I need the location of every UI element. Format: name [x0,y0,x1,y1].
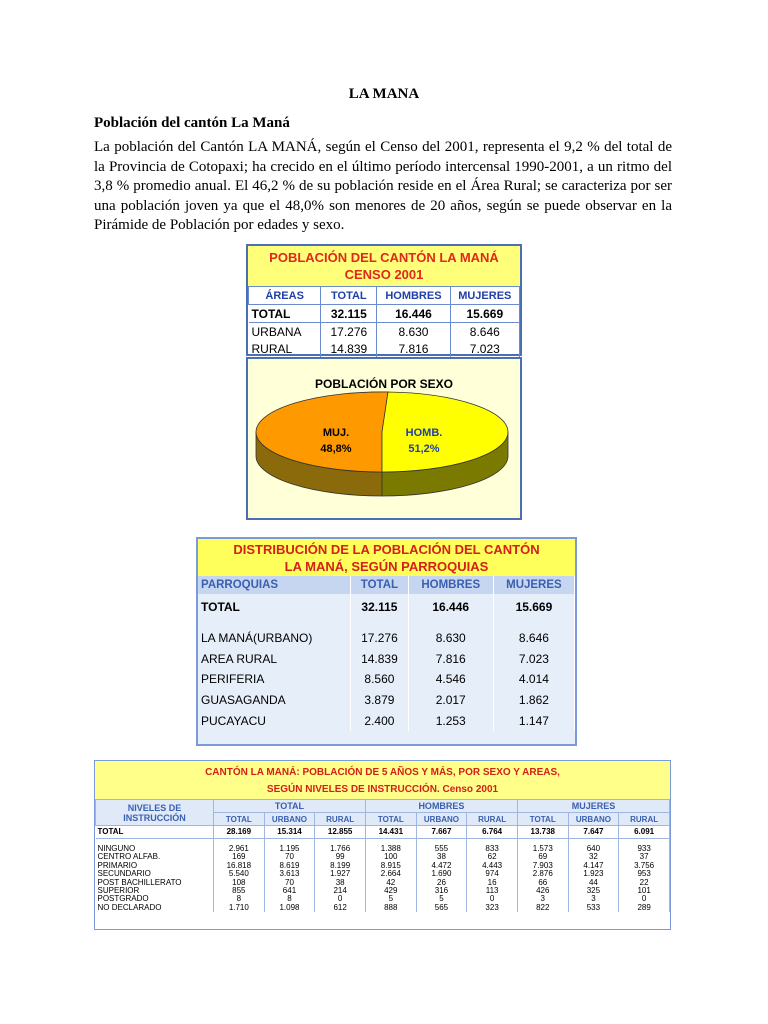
population-table-subtitle: CENSO 2001 [344,267,424,282]
table-row [249,305,520,323]
cell: 12.855 [315,826,366,839]
cell: 7.667 [416,826,467,839]
col-subheader: URBANO [416,813,467,826]
cell: 426 [517,887,568,895]
cell: 26 [416,879,467,887]
parish-table-subtitle: LA MANÁ, SEGÚN PARROQUIAS [284,559,489,574]
cell: 8 [214,895,265,903]
col-subheader: TOTAL [365,813,416,826]
pie-label-homb: HOMB. [405,427,443,439]
cell: 1.573 [517,845,568,853]
population-table-title: POBLACIÓN DEL CANTÓN LA MANÁ [269,250,499,265]
cell: 1.862 [493,690,574,711]
pie-svg [248,359,520,518]
cell: 5 [416,895,467,903]
cell: TOTAL [249,305,321,323]
cell: NINGUNO [96,845,214,853]
cell: 38 [416,853,467,861]
education-table-header [95,761,670,799]
col-subheader: RURAL [619,813,670,826]
col-header: PARROQUIAS [198,576,351,594]
col-header: HOMBRES [408,576,493,594]
cell: 933 [619,845,670,853]
cell: 4.014 [493,669,574,690]
table-row [96,879,670,887]
cell: POSTGRADO [96,895,214,903]
col-header: NIVELES DE INSTRUCCIÓN [96,800,214,826]
cell: NO DECLARADO [96,904,214,912]
col-group-header: TOTAL [214,800,366,813]
cell: SECUNDARIO [96,870,214,878]
sex-pie-chart [246,357,522,520]
cell: 15.314 [264,826,315,839]
cell: 3.756 [619,862,670,870]
cell: 1.098 [264,904,315,912]
parish-table [196,537,577,746]
cell: 7.023 [493,649,574,670]
cell: 169 [214,853,265,861]
col-subheader: RURAL [467,813,518,826]
cell: PRIMARIO [96,862,214,870]
cell: 8 [264,895,315,903]
cell: 70 [264,879,315,887]
cell: 533 [568,904,619,912]
pie-label-muj: MUJ. [322,427,350,439]
cell: 13.738 [517,826,568,839]
table-row [198,710,575,731]
cell: 101 [619,887,670,895]
cell: 70 [264,853,315,861]
cell: 37 [619,853,670,861]
education-table-subtitle: SEGÚN NIVELES DE INSTRUCCIÓN. Censo 2001 [266,784,499,795]
cell: 1.388 [365,845,416,853]
cell: 32.115 [321,305,377,323]
cell: RURAL [249,340,321,357]
cell: 555 [416,845,467,853]
cell: 855 [214,887,265,895]
cell: 7.647 [568,826,619,839]
cell: 0 [619,895,670,903]
col-group-header: MUJERES [517,800,669,813]
cell: SUPERIOR [96,887,214,895]
cell: 8.619 [264,862,315,870]
cell: 5.540 [214,870,265,878]
intro-paragraph: La población del Cantón LA MANÁ, según el Censo del 2001, representa el 9,2 % del total de la Provincia de Cotopaxi; ha crecido en el último período intercensal 1990-2001, a un ritmo del 3,8 % promedio anual. El 46,2 % de su población reside en el Área Rural; se caracteriza por ser una población joven ya que el 48,0% son menores de 20 años, según se puede observar en la Pirámide de Población por edades y sexo. [94,139,672,233]
table-row [198,690,575,711]
cell: 69 [517,853,568,861]
cell: 8.646 [493,628,574,649]
pie-value-muj: 48,8% [320,443,352,455]
col-group-header: HOMBRES [365,800,517,813]
cell: 2.017 [408,690,493,711]
cell: 953 [619,870,670,878]
population-table-grid [248,286,520,357]
cell: 16.446 [377,305,450,323]
cell: 17.276 [351,628,408,649]
cell: 3 [517,895,568,903]
cell: 822 [517,904,568,912]
cell: 316 [416,887,467,895]
pie-value-homb: 51,2% [408,443,440,455]
cell: 2.664 [365,870,416,878]
table-row [249,323,520,341]
parish-table-grid [198,576,575,731]
cell: 612 [315,904,366,912]
table-row [96,904,670,912]
cell: 108 [214,879,265,887]
cell: 3.879 [351,690,408,711]
table-row [198,594,575,620]
cell: TOTAL [198,594,351,620]
cell: 8.199 [315,862,366,870]
education-table [94,760,671,930]
cell: 565 [416,904,467,912]
cell: 16 [467,879,518,887]
table-row [249,340,520,357]
table-row [198,669,575,690]
cell: 32.115 [351,594,408,620]
cell: 15.669 [493,594,574,620]
section-subtitle: Población del cantón La Maná [94,115,290,131]
table-row [96,895,670,903]
cell: 6.091 [619,826,670,839]
table-row [96,845,670,853]
cell: 429 [365,887,416,895]
cell: 1.690 [416,870,467,878]
cell: 4.147 [568,862,619,870]
cell: 62 [467,853,518,861]
col-header: TOTAL [321,287,377,305]
population-table [246,244,522,356]
cell: 4.443 [467,862,518,870]
cell: 2.961 [214,845,265,853]
cell: 1.253 [408,710,493,731]
col-subheader: TOTAL [517,813,568,826]
cell: 28.169 [214,826,265,839]
col-header: TOTAL [351,576,408,594]
cell: 38 [315,879,366,887]
cell: 8.560 [351,669,408,690]
parish-table-header [198,539,575,576]
cell: 3 [568,895,619,903]
cell: GUASAGANDA [198,690,351,711]
cell: 7.903 [517,862,568,870]
cell: 7.816 [377,340,450,357]
cell: 323 [467,904,518,912]
cell: 214 [315,887,366,895]
table-row [96,887,670,895]
cell: 16.446 [408,594,493,620]
col-header: HOMBRES [377,287,450,305]
cell: AREA RURAL [198,649,351,670]
table-row [198,628,575,649]
col-subheader: TOTAL [214,813,265,826]
document-title: LA MANA [348,86,420,102]
cell: 14.431 [365,826,416,839]
table-row [96,870,670,878]
cell: 100 [365,853,416,861]
cell: 289 [619,904,670,912]
cell: CENTRO ALFAB. [96,853,214,861]
cell: 7.816 [408,649,493,670]
cell: 0 [315,895,366,903]
cell: 1.710 [214,904,265,912]
table-row [96,826,670,839]
cell: LA MANÁ(URBANO) [198,628,351,649]
table-row [198,649,575,670]
col-subheader: URBANO [568,813,619,826]
cell: 888 [365,904,416,912]
cell: 8.630 [408,628,493,649]
cell: 325 [568,887,619,895]
cell: 0 [467,895,518,903]
cell: 4.546 [408,669,493,690]
cell: PUCAYACU [198,710,351,731]
cell: 641 [264,887,315,895]
cell: 2.400 [351,710,408,731]
pie-title: POBLACIÓN POR SEXO [314,377,454,391]
cell: 7.023 [450,340,519,357]
education-table-grid [95,799,670,912]
cell: 42 [365,879,416,887]
cell: 16.818 [214,862,265,870]
cell: 44 [568,879,619,887]
cell: 1.147 [493,710,574,731]
cell: 17.276 [321,323,377,341]
cell: 4.472 [416,862,467,870]
cell: 1.195 [264,845,315,853]
cell: 974 [467,870,518,878]
cell: 14.839 [351,649,408,670]
cell: 833 [467,845,518,853]
cell: URBANA [249,323,321,341]
cell: 8.646 [450,323,519,341]
cell: 66 [517,879,568,887]
cell: POST BACHILLERATO [96,879,214,887]
cell: 14.839 [321,340,377,357]
cell: 2.876 [517,870,568,878]
cell: 99 [315,853,366,861]
cell: PERIFERIA [198,669,351,690]
cell: 640 [568,845,619,853]
col-subheader: RURAL [315,813,366,826]
population-table-header [248,246,520,286]
cell: 1.923 [568,870,619,878]
cell: 1.927 [315,870,366,878]
education-table-title: CANTÓN LA MANÁ: POBLACIÓN DE 5 AÑOS Y MÁS, POR SEXO Y AREAS, [205,767,560,778]
cell: 113 [467,887,518,895]
col-header: MUJERES [493,576,574,594]
cell: 5 [365,895,416,903]
cell: 15.669 [450,305,519,323]
cell: 1.766 [315,845,366,853]
col-subheader: URBANO [264,813,315,826]
cell: 22 [619,879,670,887]
cell: 32 [568,853,619,861]
parish-table-title: DISTRIBUCIÓN DE LA POBLACIÓN DEL CANTÓN [233,542,540,557]
cell: 8.630 [377,323,450,341]
cell: TOTAL [96,826,214,839]
cell: 8.915 [365,862,416,870]
cell: 6.764 [467,826,518,839]
col-header: MUJERES [450,287,519,305]
cell: 3.613 [264,870,315,878]
col-header: ÁREAS [249,287,321,305]
